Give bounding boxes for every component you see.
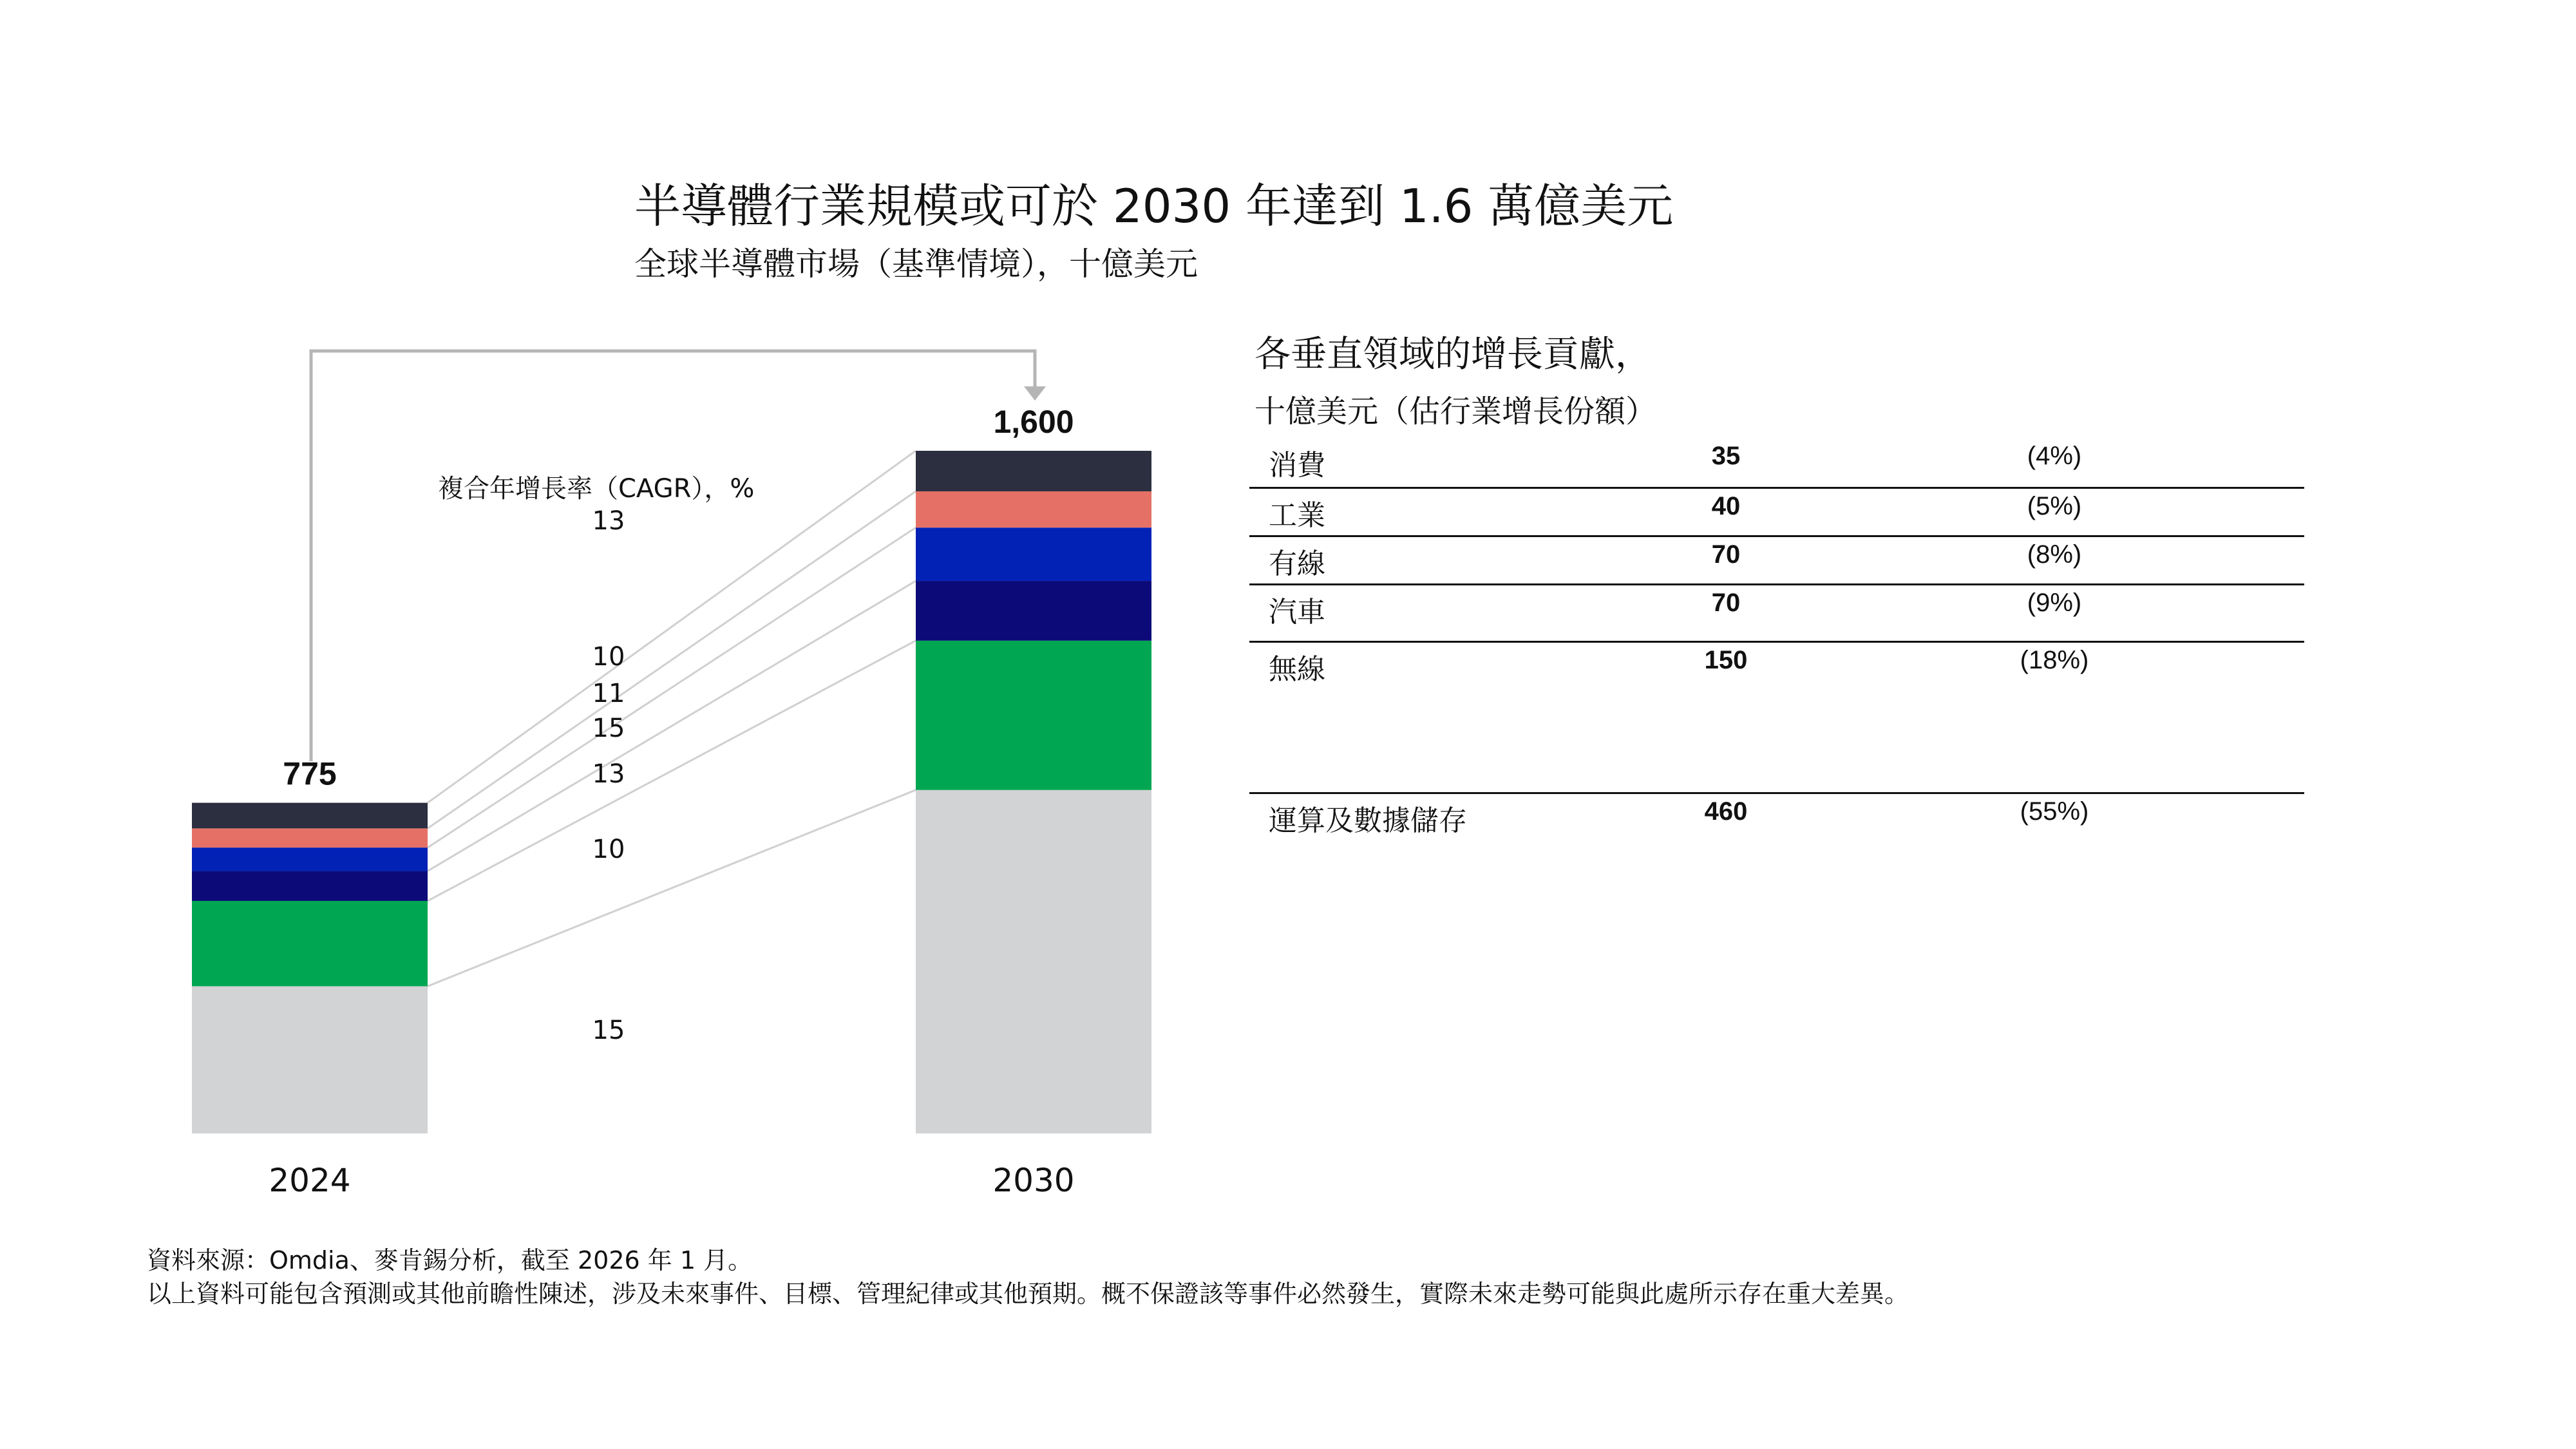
bar-segment xyxy=(192,986,428,1133)
category-label: 2030 xyxy=(992,1162,1075,1199)
row-name: 無線 xyxy=(1269,653,1325,686)
contribution-title: 各垂直領域的增長貢獻， xyxy=(1255,334,1651,375)
source-note: 資料來源：Omdia、麥肯錫分析，截至 2026 年 1 月。 xyxy=(147,1246,753,1274)
cagr-label: 10 xyxy=(592,642,625,672)
table-divider xyxy=(1249,641,2304,643)
table-divider xyxy=(1249,583,2304,585)
bar-segments xyxy=(192,451,1151,1133)
cagr-label: 15 xyxy=(592,1016,625,1045)
bar-segment xyxy=(916,527,1151,581)
bar-segment xyxy=(192,828,428,848)
category-label: 2024 xyxy=(269,1162,351,1199)
connector-line xyxy=(428,527,916,848)
bar-segment xyxy=(916,581,1151,641)
row-name: 有線 xyxy=(1269,547,1325,580)
connector-line xyxy=(428,790,916,987)
row-value: 70 xyxy=(1711,540,1741,569)
connector-line xyxy=(428,641,916,901)
bar-segment xyxy=(916,641,1151,790)
row-share: (9%) xyxy=(2027,589,2082,617)
bar-segment xyxy=(192,901,428,987)
disclaimer-note: 以上資料可能包含預測或其他前瞻性陳述，涉及未來事件、目標、管理紀律或其他預期。概不保證該等事件必然發生，實際未來走勢可能與此處所示存在重大差異。 xyxy=(147,1280,1909,1308)
cagr-header: 複合年增長率（CAGR），% xyxy=(438,474,755,504)
bar-segment xyxy=(192,871,428,901)
row-share: (8%) xyxy=(2027,540,2082,569)
cagr-label: 13 xyxy=(592,759,625,789)
row-name: 運算及數據儲存 xyxy=(1269,804,1467,837)
table-divider xyxy=(1249,487,2304,489)
connector-lines xyxy=(428,451,916,986)
bar-segment xyxy=(916,790,1151,1133)
row-share: (4%) xyxy=(2027,442,2082,470)
row-share: (18%) xyxy=(2020,646,2089,674)
growth-arrow-head xyxy=(1024,386,1046,401)
cagr-label: 10 xyxy=(592,835,625,864)
row-name: 消費 xyxy=(1269,449,1325,482)
row-name: 工業 xyxy=(1269,499,1325,532)
bar-segment xyxy=(916,451,1151,491)
row-value: 35 xyxy=(1711,442,1741,470)
connector-line xyxy=(428,581,916,871)
row-name: 汽車 xyxy=(1269,596,1325,629)
bar-segment xyxy=(192,803,428,829)
cagr-label: 15 xyxy=(592,714,625,743)
connector-line xyxy=(428,491,916,828)
chart-subtitle: 全球半導體市場（基準情境），十億美元 xyxy=(634,245,1198,283)
row-share: (5%) xyxy=(2027,492,2082,520)
row-share: (55%) xyxy=(2020,797,2089,826)
row-value: 460 xyxy=(1704,797,1748,826)
bar-segment xyxy=(916,491,1151,527)
table-divider xyxy=(1249,535,2304,537)
contribution-subtitle: 十億美元（估行業增長份額） xyxy=(1255,393,1657,430)
cagr-label: 11 xyxy=(592,679,625,708)
table-divider xyxy=(1249,792,2304,794)
total-label: 1,600 xyxy=(993,404,1074,440)
cagr-total-label: 13 xyxy=(592,506,625,536)
chart-title: 半導體行業規模或可於 2030 年達到 1.6 萬億美元 xyxy=(634,179,1674,233)
row-value: 40 xyxy=(1711,492,1741,520)
row-value: 70 xyxy=(1711,589,1741,617)
row-value: 150 xyxy=(1704,646,1748,674)
total-label: 775 xyxy=(283,755,337,792)
bar-segment xyxy=(192,848,428,871)
